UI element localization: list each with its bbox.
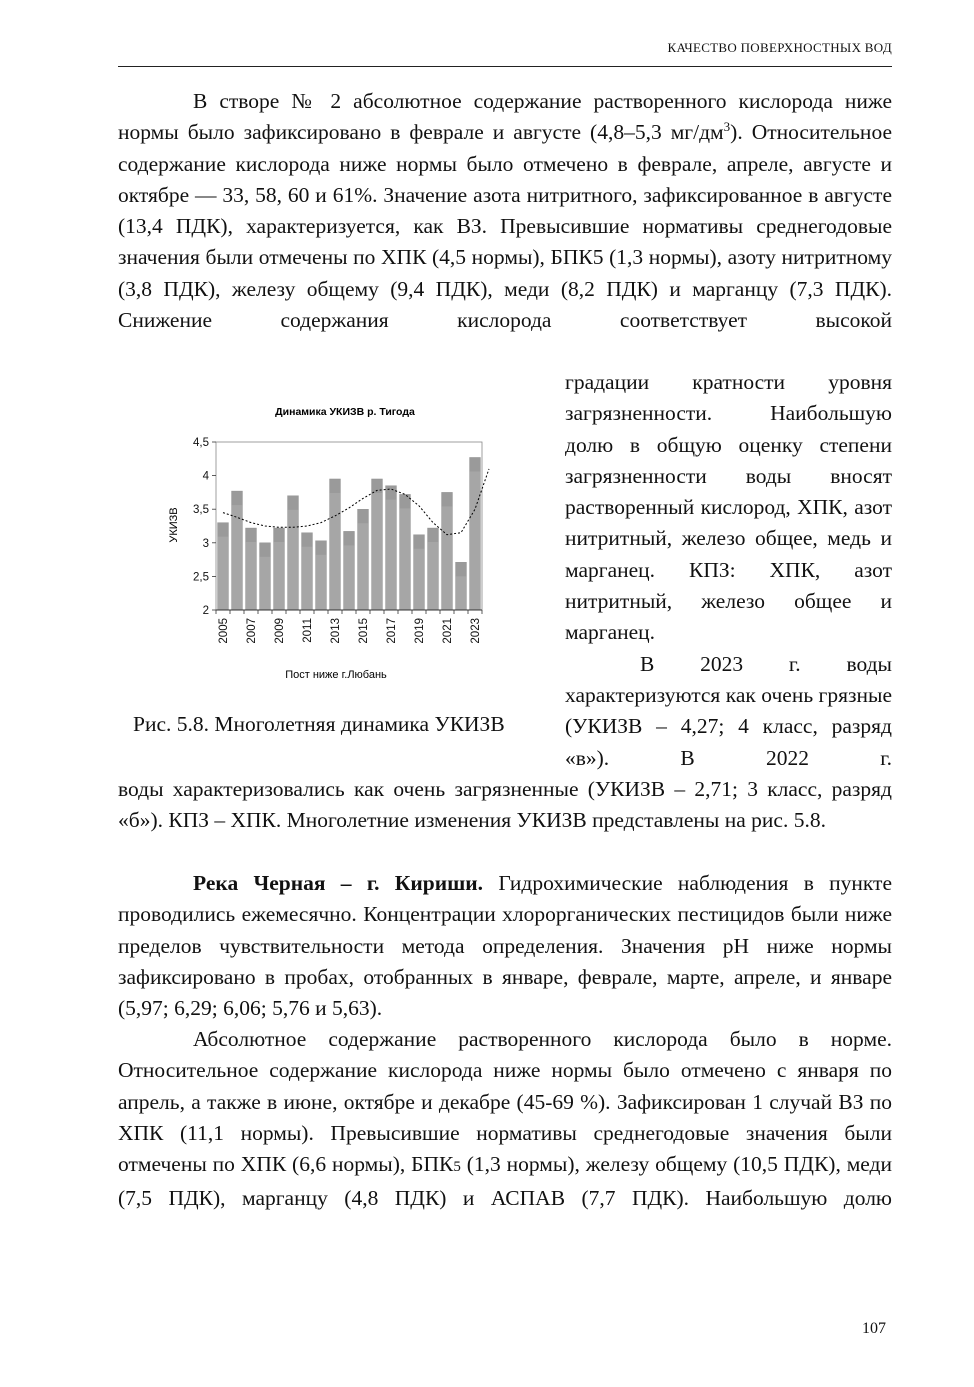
y-tick-label: 2	[202, 605, 209, 617]
x-tick-label: 2007	[246, 618, 258, 644]
bar	[372, 479, 383, 610]
bar	[288, 496, 299, 610]
figure-caption: Рис. 5.8. Многолетняя динамика УКИЗВ	[133, 712, 505, 736]
x-tick-label: 2021	[442, 618, 454, 644]
paragraph-1-text-a: В створе № 2 абсолютное содержание растворенного кислорода ниже нормы было зафиксировано в феврале и августе (4,8–5,3 мг/дм	[118, 89, 892, 145]
superscript: 3	[723, 119, 731, 135]
bar-top-shade	[218, 523, 229, 537]
x-tick-label: 2005	[218, 618, 230, 644]
bar-top-shade	[260, 543, 271, 557]
page-number: 107	[862, 1320, 886, 1337]
x-tick-label: 2013	[330, 618, 342, 644]
bar-top-shade	[344, 531, 355, 545]
bar-top-shade	[274, 528, 285, 542]
bar	[330, 479, 341, 610]
paragraph-1-text-b: ). Относительное содержание кислорода ниже нормы было отмечено в феврале, апреле, августе и октябре — 33, 58, 60 и 61%. Значение азота нитритного, зафиксированное в августе (13,4 ПДК), характеризуется, как ВЗ. Превысившие нормативы среднегодовые значения были отмечены по ХПК (4,5 нормы), БПК5 (1,3 нормы), азоту нитритному (3,8 ПДК), железу общему (9,4 ПДК), меди (8,2 ПДК) и марганцу (7,3 ПДК). Снижение содержания кислорода соответствует высокой	[118, 120, 892, 333]
bar-top-shade	[330, 479, 341, 493]
bar-top-shade	[232, 491, 243, 505]
paragraph-3	[118, 868, 892, 1024]
x-tick-label: 2023	[470, 618, 482, 644]
bar-top-shade	[246, 528, 257, 542]
bar	[358, 509, 369, 610]
paragraph-3-text: Гидрохимические наблюдения в пункте проводились ежемесячно. Концентрации хлорорганических пестицидов были ниже пределов чувствительности метода определения. Значения рН ниже нормы зафиксировано в пробах, отобранных в январе, феврале, марте, апреле, и январе (5,97; 6,29; 6,06; 5,76 и 5,63).	[118, 871, 892, 1021]
paragraph-2: воды характеризовались как очень загрязненные (УКИЗВ – 2,71; 3 класс, разряд «б»). КПЗ – ХПК. Многолетние изменения УКИЗВ представлены на рис. 5.8.	[118, 777, 892, 833]
bar	[386, 486, 397, 610]
right-column-para-1: градации кратности уровня загрязненности. Наибольшую долю в общую оценку степени загрязненности воды вносят растворенный кислород, ХПК, азот нитритный, железо общее, медь и марганец. КПЗ: ХПК, азот нитритный, железо общее и марганец.	[565, 370, 892, 645]
bar-top-shade	[316, 541, 327, 555]
right-column-para-2: В 2023 г. воды характеризуются как очень грязные (УКИЗВ – 4,27; 4 класс, разряд «в»). В 2022 г.	[565, 651, 892, 770]
header-rule	[118, 66, 892, 67]
bar-top-shade	[456, 562, 467, 576]
y-tick-label: 4,5	[193, 437, 209, 449]
bar-top-shade	[428, 528, 439, 542]
x-tick-label: 2011	[302, 618, 314, 643]
paragraph-4	[118, 1024, 892, 1215]
x-tick-label: 2017	[386, 618, 398, 644]
bar-top-shade	[302, 533, 313, 547]
bar	[232, 491, 243, 610]
x-tick-label: 2015	[358, 618, 370, 644]
x-tick-label: 2009	[274, 618, 286, 644]
bar	[470, 457, 481, 610]
chart-title: Динамика УКИЗВ р. Тигода	[275, 406, 415, 418]
bar-top-shade	[288, 496, 299, 510]
bar	[442, 492, 453, 610]
right-column-text	[565, 367, 892, 774]
paragraph-4-text-a: Абсолютное содержание растворенного кислорода было в норме. Относительное содержание кислорода ниже нормы было отмечено с января по апрель, а также в июне, октябре и декабре (45-69 %). Зафиксирован 1 случай ВЗ по ХПК (11,1 нормы). Превысившие нормативы среднегодовые значения были отмечены по ХПК (6,6 нормы), БПК	[118, 1027, 892, 1177]
paragraph-3-bold: Река Черная – г. Кириши.	[193, 871, 484, 895]
bar-top-shade	[442, 492, 453, 506]
x-tick-label: 2019	[414, 618, 426, 644]
bar-top-shade	[414, 535, 425, 549]
paragraph-1	[118, 86, 892, 336]
subscript: 5	[453, 1159, 461, 1176]
bar-top-shade	[400, 494, 411, 508]
y-tick-label: 3	[202, 537, 209, 550]
y-tick-label: 3,5	[193, 504, 209, 517]
bar-top-shade	[470, 457, 481, 471]
bar-top-shade	[386, 486, 397, 500]
y-tick-label: 4	[202, 470, 209, 483]
chart-xlabel: Пост ниже г.Любань	[285, 669, 387, 681]
bar	[400, 494, 411, 610]
bar-top-shade	[358, 509, 369, 523]
y-tick-label: 2,5	[193, 571, 209, 584]
paragraph-4-text-b: (1,3 нормы), железу общему (10,5 ПДК), меди (7,5 ПДК), марганцу (4,8 ПДК) и АСПАВ (7,7 ПДК). Наибольшую долю	[118, 1152, 892, 1211]
running-header: КАЧЕСТВО ПОВЕРХНОСТНЫХ ВОД	[667, 40, 892, 55]
chart-ylabel: УКИЗВ	[168, 507, 180, 543]
ukizv-chart	[155, 400, 515, 700]
